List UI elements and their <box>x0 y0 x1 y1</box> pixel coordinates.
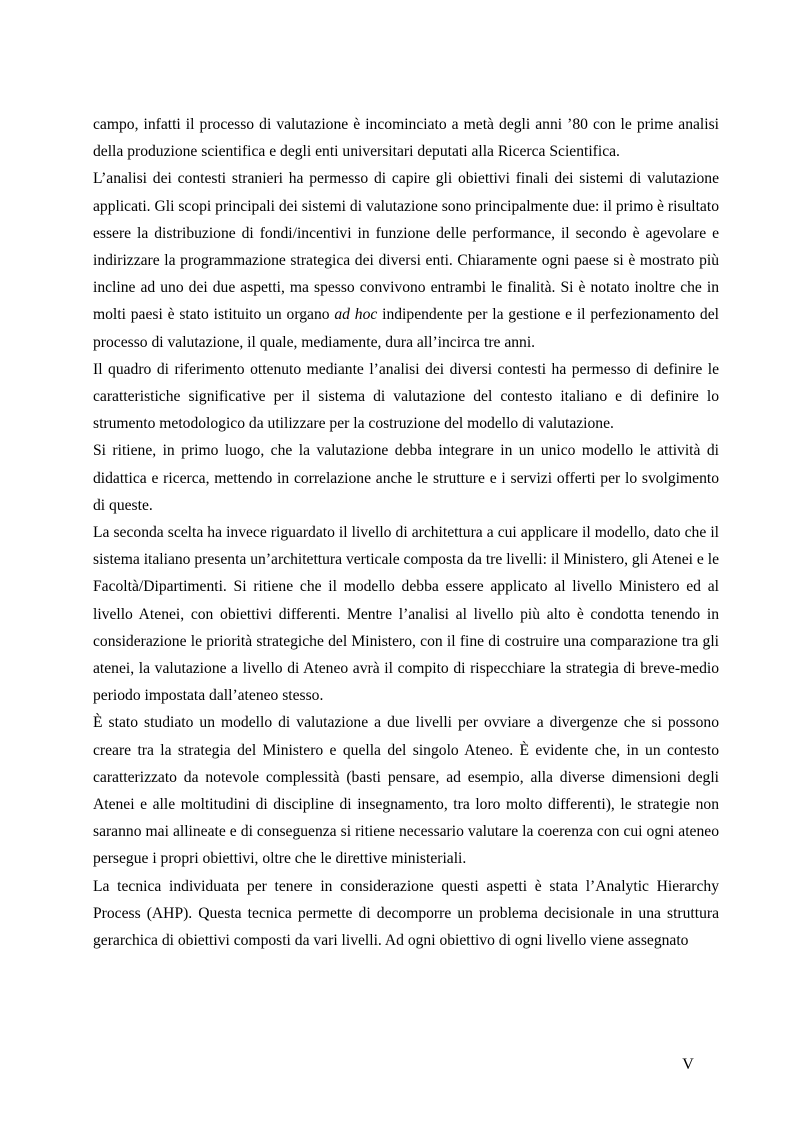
italic-term: ad hoc <box>334 306 378 324</box>
paragraph: Il quadro di riferimento ottenuto mediante l’analisi dei diversi contesti ha permesso di definire le caratteristiche significative per il sistema di valutazione del contesto italiano e di definire lo strumento metodologico da utilizzare per la costruzione del modello di valutazione. <box>93 360 719 433</box>
paragraph: La tecnica individuata per tenere in considerazione questi aspetti è stata l’Analytic Hierarchy Process (AHP). Questa tecnica permette di decomporre un problema decisionale in una struttura gerarchica di obiettivi composti da vari livelli. Ad ogni obiettivo di ogni livello viene assegnato <box>93 877 719 950</box>
paragraph: campo, infatti il processo di valutazione è incominciato a metà degli anni ’80 con le prime analisi della produzione scientifica e degli enti universitari deputati alla Ricerca Scientifica. <box>93 116 719 161</box>
paragraph-text: L’analisi dei contesti stranieri ha permesso di capire gli obiettivi finali dei sistemi di valutazione applicati. Gli scopi principali dei sistemi di valutazione sono principalmente due: il primo è risultato essere la distribuzione di fondi/incentivi in funzione delle performance, il secondo è agevolare e indirizzare la programmazione strategica dei diversi enti. Chiaramente ogni paese si è mostrato più incline ad uno dei due aspetti, ma spesso convivono entrambi le finalità. Si è notato inoltre che in molti paesi è stato istituito un organo <box>93 170 719 324</box>
paragraph <box>93 165 719 355</box>
page-number: V <box>682 1056 694 1073</box>
paragraph-text: indipendente per la gestione e il perfezionamento del processo di valutazione, il quale, mediamente, dura all’incirca tre anni. <box>93 306 719 351</box>
paragraph: Si ritiene, in primo luogo, che la valutazione debba integrare in un unico modello le attività di didattica e ricerca, mettendo in correlazione anche le strutture e i servizi offerti per lo svolgimento di queste. <box>93 442 719 514</box>
paragraph: La seconda scelta ha invece riguardato il livello di architettura a cui applicare il modello, dato che il sistema italiano presenta un’architettura verticale composta da tre livelli: il Ministero, gli Atenei e le Facoltà/Dipartimenti. Si ritiene che il modello debba essere applicato al livello Ministero ed al livello Atenei, con obiettivi differenti. Mentre l’analisi al livello più alto è condotta tenendo in considerazione le priorità strategiche del Ministero, con il fine di costruire una comparazione tra gli atenei, la valutazione a livello di Ateneo avrà il compito di rispecchiare la strategia di breve-medio periodo impostata dall’ateneo stesso. <box>93 524 719 705</box>
body-text <box>93 111 719 954</box>
paragraph: È stato studiato un modello di valutazione a due livelli per ovviare a divergenze che si possono creare tra la strategia del Ministero e quella del singolo Ateneo. È evidente che, in un contesto caratterizzato da notevole complessità (basti pensare, ad esempio, alla diverse dimensioni degli Atenei e alle moltitudini di discipline di insegnamento, tra loro molto differenti), le strategie non saranno mai allineate e di conseguenza si ritiene necessario valutare la coerenza con cui ogni ateneo persegue i propri obiettivi, oltre che le direttive ministeriali. <box>93 714 719 868</box>
